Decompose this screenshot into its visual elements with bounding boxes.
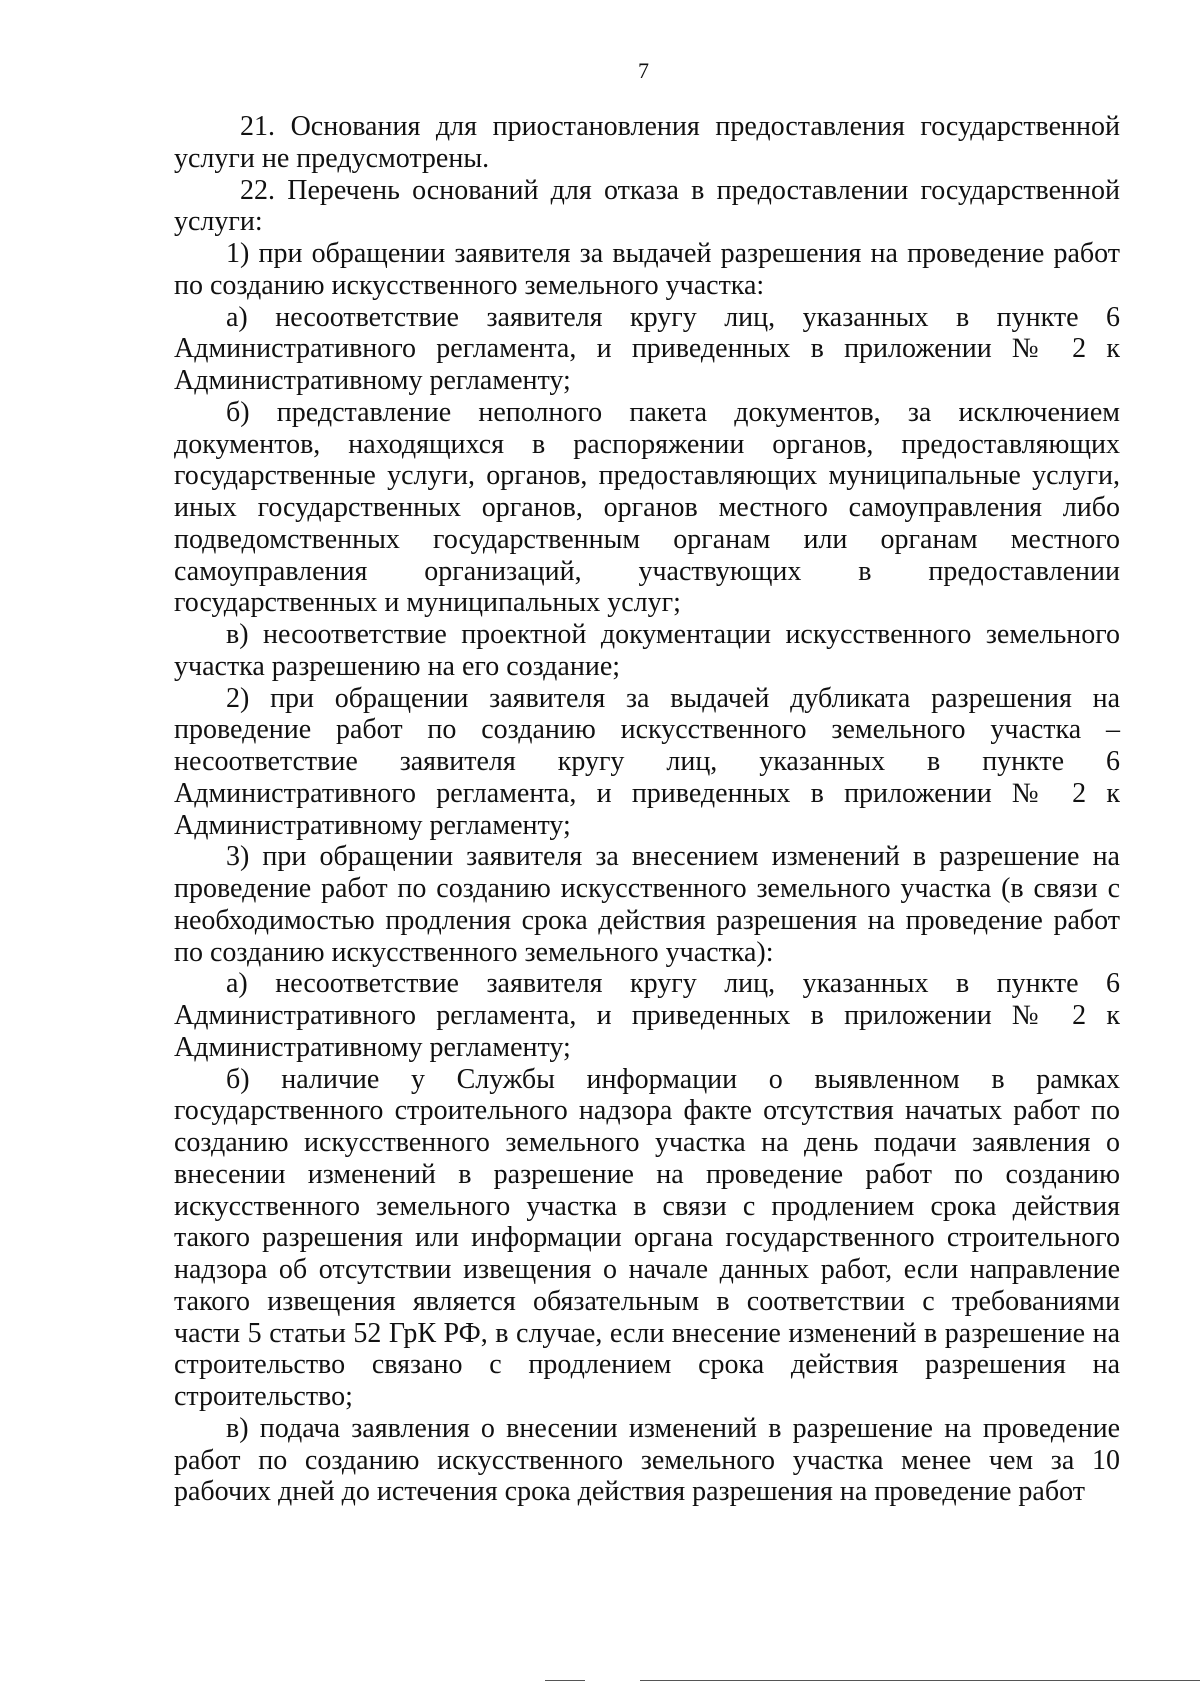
footer-rule-long bbox=[640, 1680, 1200, 1681]
paragraph-22-item-1-a: а) несоответствие заявителя кругу лиц, указанных в пункте 6 Административного регламента, и приведенных в приложении № 2 к Административному регламенту; bbox=[174, 301, 1120, 396]
page-number: 7 bbox=[638, 58, 649, 83]
paragraph-22-item-3-a: а) несоответствие заявителя кругу лиц, указанных в пункте 6 Административного регламента, и приведенных в приложении № 2 к Административному регламенту; bbox=[174, 968, 1120, 1063]
paragraph-21: 21. Основания для приостановления предоставления государственной услуги не предусмотрены. bbox=[174, 111, 1120, 174]
paragraph-22-item-2: 2) при обращении заявителя за выдачей дубликата разрешения на проведение работ по созданию искусственного земельного участка – несоответствие заявителя кругу лиц, указанных в пункте 6 Административного регламента, и приведенных в приложении № 2 к Административному регламенту; bbox=[174, 682, 1120, 841]
document-body bbox=[174, 111, 1120, 1508]
paragraph-22: 22. Перечень оснований для отказа в предоставлении государственной услуги: bbox=[174, 174, 1120, 238]
paragraph-22-item-3-v: в) подача заявления о внесении изменений в разрешение на проведение работ по созданию искусственного земельного участка менее чем за 10 рабочих дней до истечения срока действия разрешения на проведение работ bbox=[174, 1412, 1120, 1508]
paragraph-22-item-1-v: в) несоответствие проектной документации искусственного земельного участка разрешению на его создание; bbox=[174, 619, 1120, 682]
footer-rule-short bbox=[545, 1680, 585, 1681]
paragraph-22-item-1-b: б) представление неполного пакета документов, за исключением документов, находящихся в распоряжении органов, предоставляющих государственные услуги, органов, предоставляющих муниципальные услуги, иных государственных органов, органов местного самоуправления либо подведомственных государственным органам или органам местного самоуправления организаций, участвующих в предоставлении государственных и муниципальных услуг; bbox=[174, 396, 1120, 619]
paragraph-22-item-3-b: б) наличие у Службы информации о выявленном в рамках государственного строительного надзора факте отсутствия начатых работ по созданию искусственного земельного участка на день подачи заявления о внесении изменений в разрешение на проведение работ по созданию искусственного земельного участка в связи с продлением срока действия такого разрешения или информации органа государственного строительного надзора об отсутствии извещения о начале данных работ, если направление такого извещения является обязательным в соответствии с требованиями части 5 статьи 52 ГрК РФ, в случае, если внесение изменений в разрешение на строительство связано с продлением срока действия разрешения на строительство; bbox=[174, 1063, 1120, 1412]
paragraph-22-item-1: 1) при обращении заявителя за выдачей разрешения на проведение работ по созданию искусственного земельного участка: bbox=[174, 238, 1120, 301]
paragraph-22-item-3: 3) при обращении заявителя за внесением изменений в разрешение на проведение работ по созданию искусственного земельного участка (в связи с необходимостью продления срока действия разрешения на проведение работ по созданию искусственного земельного участка): bbox=[174, 841, 1120, 968]
